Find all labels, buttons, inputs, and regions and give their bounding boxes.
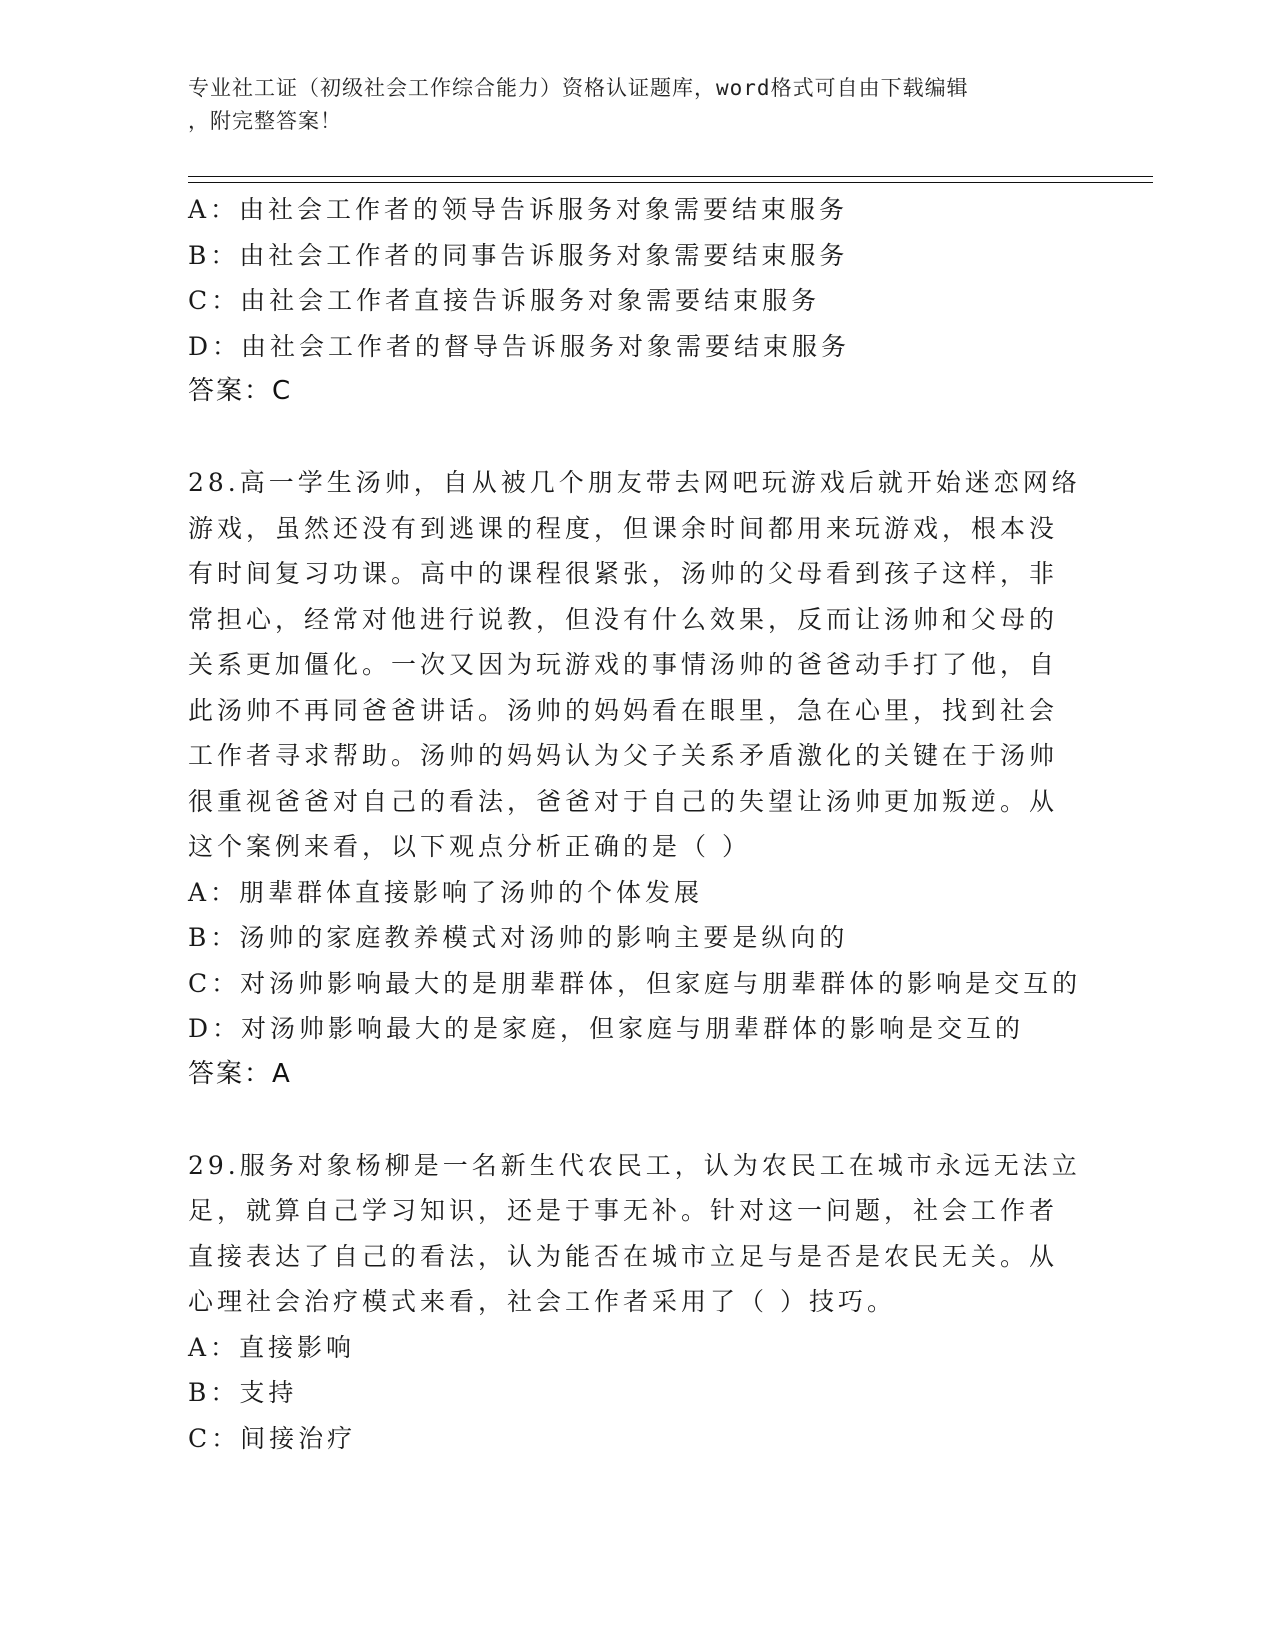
q28-stem-line: 工作者寻求帮助。汤帅的妈妈认为父子关系矛盾激化的关键在于汤帅 — [188, 741, 1059, 770]
q28-stem-line: 游戏，虽然还没有到逃课的程度，但课余时间都用来玩游戏，根本没 — [188, 513, 1059, 543]
q29-option-a: A：直接影响 — [188, 1332, 356, 1362]
question-28 — [188, 460, 1148, 1097]
q27-option-a: A：由社会工作者的领导告诉服务对象需要结束服务 — [188, 195, 849, 224]
header-title-line-2: ，附完整答案！ — [188, 109, 342, 133]
q28-stem-line: 关系更加僵化。一次又因为玩游戏的事情汤帅的爸爸动手打了他，自 — [188, 650, 1059, 679]
q28-stem-line: 很重视爸爸对自己的看法，爸爸对于自己的失望让汤帅更加叛逆。从 — [188, 786, 1059, 816]
q29-option-b: B：支持 — [188, 1378, 298, 1407]
q28-stem-line: 这个案例来看，以下观点分析正确的是（ ） — [188, 832, 751, 861]
spacer — [188, 415, 1148, 461]
q28-stem-line: 有时间复习功课。高中的课程很紧张，汤帅的父母看到孩子这样，非 — [188, 559, 1059, 588]
q28-stem-line: 28.高一学生汤帅，自从被几个朋友带去网吧玩游戏后就开始迷恋网络 — [188, 468, 1081, 497]
q28-option-c: C：对汤帅影响最大的是朋辈群体，但家庭与朋辈群体的影响是交互的 — [188, 968, 1082, 998]
q28-stem-line: 此汤帅不再同爸爸讲话。汤帅的妈妈看在眼里，急在心里，找到社会 — [188, 695, 1059, 725]
q28-option-a: A：朋辈群体直接影响了汤帅的个体发展 — [188, 877, 704, 907]
document-header — [188, 72, 1068, 138]
header-divider-bottom — [188, 182, 1153, 183]
q29-stem-line: 心理社会治疗模式来看，社会工作者采用了（ ）技巧。 — [188, 1287, 896, 1316]
spacer — [188, 1097, 1148, 1143]
q27-answer: 答案：C — [188, 376, 293, 406]
question-27 — [188, 187, 1148, 415]
q29-option-c: C：间接治疗 — [188, 1423, 357, 1453]
header-divider-top — [188, 176, 1153, 177]
q28-option-b: B：汤帅的家庭教养模式对汤帅的影响主要是纵向的 — [188, 923, 849, 952]
q29-stem-line: 29.服务对象杨柳是一名新生代农民工，认为农民工在城市永远无法立 — [188, 1150, 1081, 1180]
q27-option-c: C：由社会工作者直接告诉服务对象需要结束服务 — [188, 286, 821, 315]
q29-stem-line: 足，就算自己学习知识，还是于事无补。针对这一问题，社会工作者 — [188, 1196, 1059, 1225]
q27-option-b: B：由社会工作者的同事告诉服务对象需要结束服务 — [188, 240, 849, 270]
document-body — [188, 187, 1148, 1461]
question-29 — [188, 1143, 1148, 1462]
q29-stem-line: 直接表达了自己的看法，认为能否在城市立足与是否是农民无关。从 — [188, 1241, 1059, 1271]
q28-stem-line: 常担心，经常对他进行说教，但没有什么效果，反而让汤帅和父母的 — [188, 604, 1059, 634]
q28-answer: 答案：A — [188, 1058, 292, 1089]
q28-option-d: D：对汤帅影响最大的是家庭，但家庭与朋辈群体的影响是交互的 — [188, 1014, 1025, 1043]
header-title-line-1: 专业社工证（初级社会工作综合能力）资格认证题库，word格式可自由下载编辑 — [188, 76, 969, 100]
q27-option-d: D：由社会工作者的督导告诉服务对象需要结束服务 — [188, 331, 851, 361]
